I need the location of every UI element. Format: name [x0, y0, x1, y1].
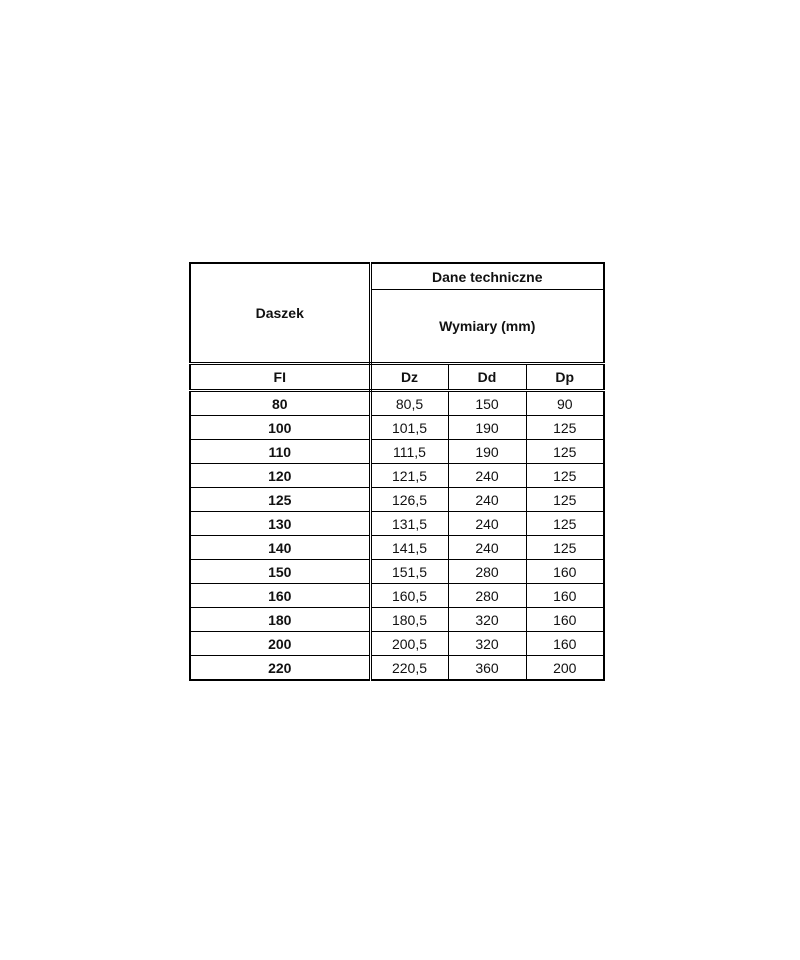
table-row [190, 584, 604, 608]
cell-dp: 160 [526, 560, 604, 584]
table-header [190, 263, 604, 391]
table-row [190, 656, 604, 681]
cell-dz: 111,5 [370, 440, 448, 464]
cell-dp: 90 [526, 391, 604, 416]
dane-techniczne-header: Dane techniczne [370, 263, 604, 290]
cell-dp: 125 [526, 464, 604, 488]
cell-dd: 280 [448, 584, 526, 608]
cell-dd: 190 [448, 416, 526, 440]
column-header-dz: Dz [370, 364, 448, 391]
cell-dz: 101,5 [370, 416, 448, 440]
cell-fi: 150 [190, 560, 370, 584]
cell-dp: 125 [526, 416, 604, 440]
table-row [190, 464, 604, 488]
cell-dd: 240 [448, 536, 526, 560]
technical-data-table [189, 262, 605, 681]
table-body [190, 391, 604, 681]
cell-fi: 110 [190, 440, 370, 464]
cell-dp: 200 [526, 656, 604, 681]
cell-dz: 141,5 [370, 536, 448, 560]
table-row [190, 560, 604, 584]
cell-dz: 220,5 [370, 656, 448, 681]
cell-dz: 160,5 [370, 584, 448, 608]
table-row [190, 416, 604, 440]
cell-dp: 125 [526, 512, 604, 536]
cell-dz: 80,5 [370, 391, 448, 416]
cell-dz: 131,5 [370, 512, 448, 536]
cell-dd: 360 [448, 656, 526, 681]
table-row [190, 391, 604, 416]
table-row [190, 440, 604, 464]
table-row [190, 536, 604, 560]
cell-fi: 80 [190, 391, 370, 416]
cell-dd: 150 [448, 391, 526, 416]
cell-dd: 240 [448, 512, 526, 536]
wymiary-header: Wymiary (mm) [370, 290, 604, 364]
cell-fi: 130 [190, 512, 370, 536]
cell-fi: 160 [190, 584, 370, 608]
cell-dd: 190 [448, 440, 526, 464]
cell-dd: 320 [448, 632, 526, 656]
cell-fi: 200 [190, 632, 370, 656]
cell-fi: 140 [190, 536, 370, 560]
cell-fi: 125 [190, 488, 370, 512]
table-row [190, 512, 604, 536]
cell-dp: 160 [526, 632, 604, 656]
cell-dp: 160 [526, 608, 604, 632]
cell-fi: 180 [190, 608, 370, 632]
column-header-dp: Dp [526, 364, 604, 391]
cell-dp: 125 [526, 488, 604, 512]
daszek-header: Daszek [190, 263, 370, 364]
cell-dp: 160 [526, 584, 604, 608]
cell-dd: 280 [448, 560, 526, 584]
cell-dz: 126,5 [370, 488, 448, 512]
cell-dz: 200,5 [370, 632, 448, 656]
cell-dd: 240 [448, 464, 526, 488]
cell-dz: 121,5 [370, 464, 448, 488]
cell-fi: 120 [190, 464, 370, 488]
cell-fi: 220 [190, 656, 370, 681]
table-row [190, 608, 604, 632]
cell-dp: 125 [526, 536, 604, 560]
cell-dd: 240 [448, 488, 526, 512]
table-row [190, 488, 604, 512]
cell-dz: 180,5 [370, 608, 448, 632]
column-header-dd: Dd [448, 364, 526, 391]
cell-fi: 100 [190, 416, 370, 440]
cell-dd: 320 [448, 608, 526, 632]
cell-dz: 151,5 [370, 560, 448, 584]
cell-dp: 125 [526, 440, 604, 464]
table-row [190, 632, 604, 656]
column-header-fi: FI [190, 364, 370, 391]
